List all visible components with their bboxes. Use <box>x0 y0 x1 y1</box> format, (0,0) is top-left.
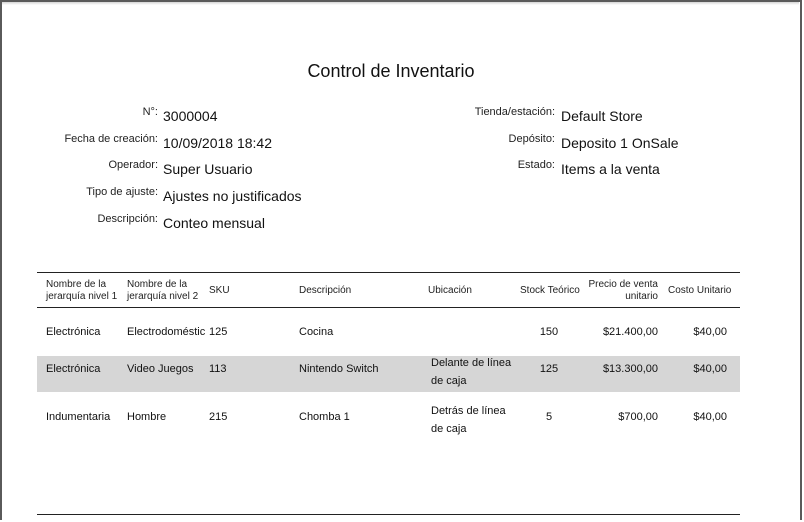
field-warehouse-value: Deposito 1 OnSale <box>561 135 679 151</box>
field-status-value: Items a la venta <box>561 161 660 177</box>
field-created-value: 10/09/2018 18:42 <box>163 135 272 151</box>
page-top-shadow <box>2 2 799 5</box>
cell-price: $700,00 <box>618 411 658 423</box>
field-adjust-type-value: Ajustes no justificados <box>163 188 302 204</box>
col-header-price-line2: unitario <box>625 291 658 302</box>
col-header-level2-line2: jerarquía nivel 2 <box>127 291 199 302</box>
cell-description: Chomba 1 <box>299 411 350 423</box>
cell-cost: $40,00 <box>693 411 727 423</box>
col-header-level1-line1: Nombre de la <box>46 279 107 290</box>
cell-sku: 113 <box>209 363 227 375</box>
cell-location-line2: de caja <box>431 375 467 387</box>
col-header-price-line1: Precio de venta <box>588 279 658 290</box>
field-description-value: Conteo mensual <box>163 215 265 231</box>
cell-sku: 215 <box>209 411 228 423</box>
cell-location-line2: de caja <box>431 423 467 435</box>
cell-location <box>431 402 506 438</box>
col-header-level1 <box>46 279 126 303</box>
cell-location <box>431 354 511 390</box>
field-number-label: N°: <box>142 106 158 118</box>
cell-stock: 150 <box>539 326 559 338</box>
field-adjust-type-label: Tipo de ajuste: <box>86 186 158 198</box>
col-header-stock: Stock Teórico <box>520 285 580 296</box>
cell-price: $13.300,00 <box>602 363 658 375</box>
table-top-rule <box>37 272 740 273</box>
field-status <box>0 159 780 177</box>
cell-level1: Indumentaria <box>46 411 111 423</box>
cell-cost: $40,00 <box>693 326 727 338</box>
cell-stock: 125 <box>539 363 559 375</box>
field-number-value: 3000004 <box>163 108 218 124</box>
col-header-description: Descripción <box>299 285 352 296</box>
cell-price: $21.400,00 <box>602 326 658 338</box>
table-header-rule <box>37 307 740 308</box>
document-title: Control de Inventario <box>307 61 475 81</box>
field-status-label: Estado: <box>517 159 555 171</box>
col-header-level1-line2: jerarquía nivel 1 <box>46 291 118 302</box>
cell-level2: Electrodoméstic <box>127 326 206 338</box>
field-adjust-type <box>0 186 400 204</box>
cell-cost: $40,00 <box>693 363 727 375</box>
cell-level2: Video Juegos <box>127 363 194 375</box>
field-warehouse-label: Depósito: <box>508 133 555 145</box>
cell-level2: Hombre <box>127 411 167 423</box>
table-bottom-rule <box>37 514 740 515</box>
field-warehouse <box>0 133 780 151</box>
field-store-label: Tienda/estación: <box>474 106 555 118</box>
cell-stock: 5 <box>545 411 553 423</box>
col-header-cost: Costo Unitario <box>668 285 732 296</box>
col-header-price <box>580 279 658 303</box>
col-header-level2 <box>127 279 207 303</box>
field-store <box>0 106 780 124</box>
cell-location-line1: Delante de línea <box>431 357 512 369</box>
col-header-location: Ubicación <box>428 285 472 296</box>
cell-description: Nintendo Switch <box>299 363 379 375</box>
cell-sku: 125 <box>209 326 228 338</box>
field-operator-label: Operador: <box>108 159 158 171</box>
field-store-value: Default Store <box>561 108 643 124</box>
cell-location-line1: Detrás de línea <box>431 405 506 417</box>
field-description-label: Descripción: <box>97 213 158 225</box>
field-operator-value: Super Usuario <box>163 161 253 177</box>
field-created-label: Fecha de creación: <box>64 133 158 145</box>
cell-level1: Electrónica <box>46 363 101 375</box>
field-description <box>0 213 400 231</box>
col-header-level2-line1: Nombre de la <box>127 279 188 290</box>
col-header-sku: SKU <box>209 285 230 296</box>
cell-level1: Electrónica <box>46 326 101 338</box>
cell-description: Cocina <box>299 326 334 338</box>
